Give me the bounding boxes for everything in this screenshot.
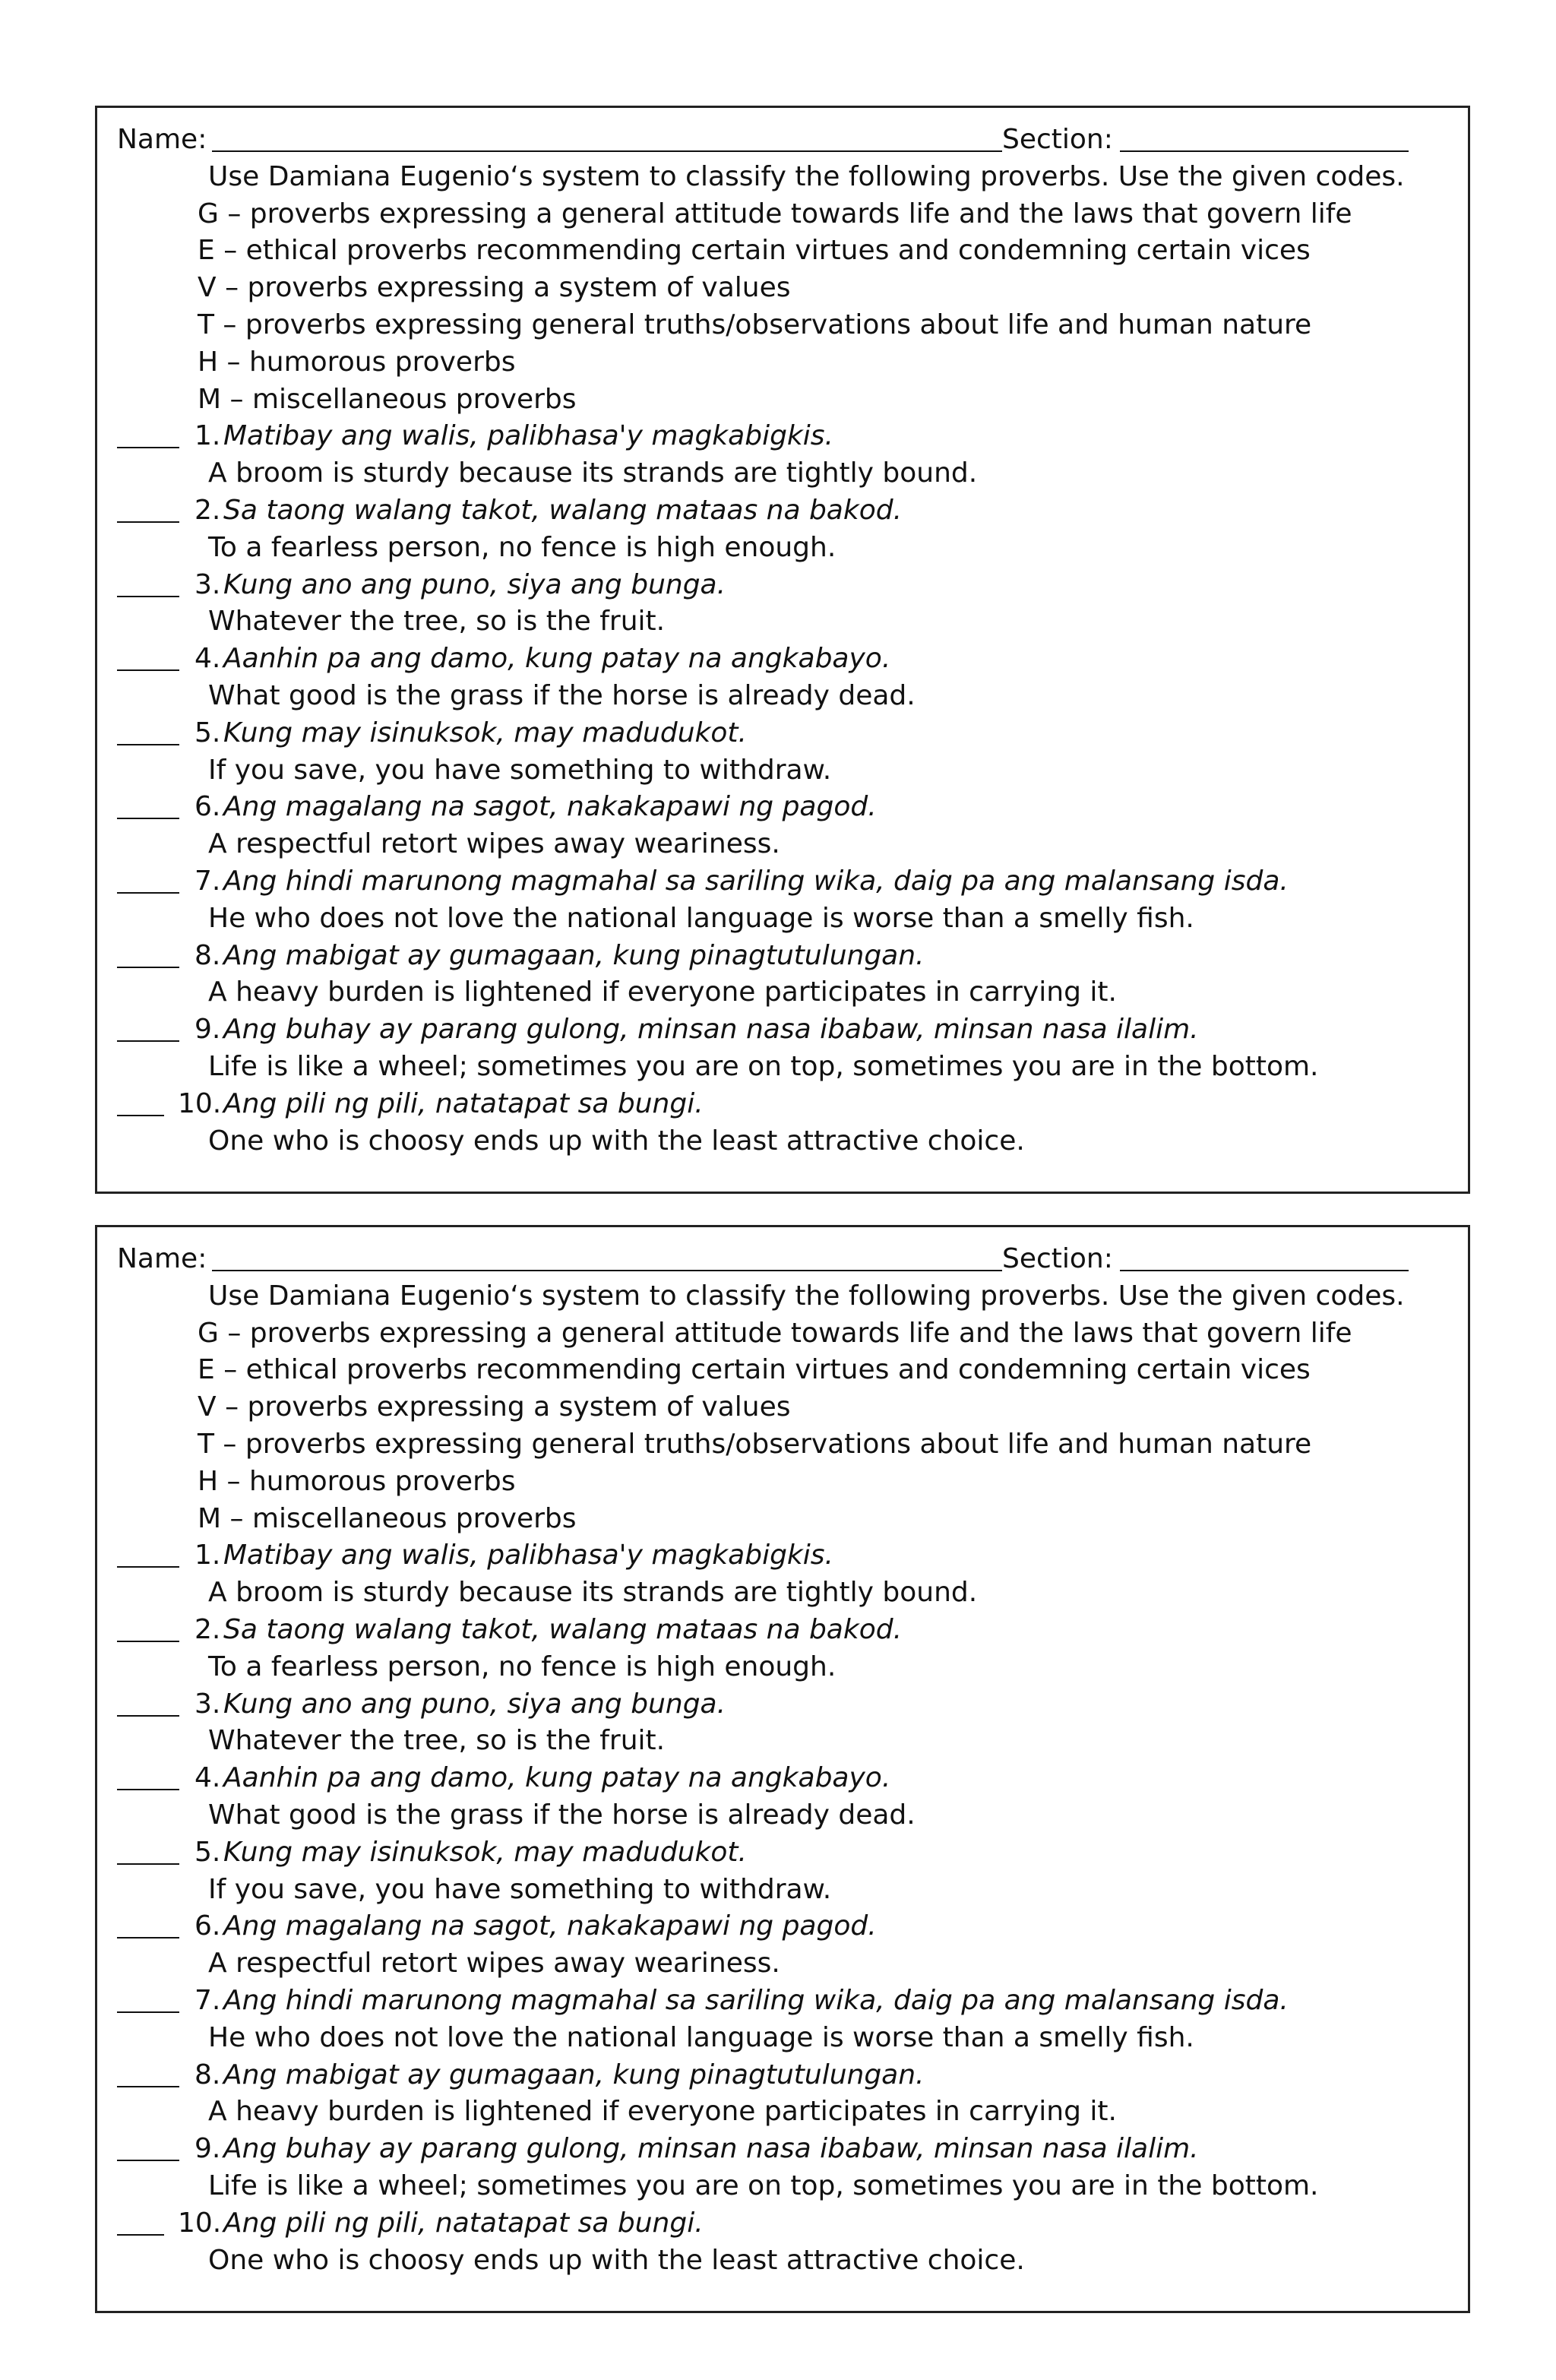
proverb-text: Matibay ang walis, palibhasa'y magkabigkis. [223, 1540, 833, 1571]
instruction-text: Use Damiana Eugenio‘s system to classify the following proverbs. Use the given codes. [208, 160, 1405, 192]
code-e: E – ethical proverbs recommending certain virtues and condemning certain vices [198, 235, 1311, 267]
item-number: 2. [194, 494, 221, 526]
answer-blank[interactable] [117, 447, 179, 448]
proverb-item-4 [117, 641, 1448, 678]
item-number: 1. [194, 420, 221, 452]
translation-text: If you save, you have something to withdraw. [208, 1873, 832, 1905]
proverb-item-9 [117, 1011, 1448, 1049]
code-m: M – miscellaneous proverbs [198, 1502, 577, 1534]
proverb-text: Ang magalang na sagot, nakakapawi ng pagod. [223, 1910, 877, 1942]
proverb-text: Aanhin pa ang damo, kung patay na angkabayo. [223, 1762, 891, 1794]
proverb-text: Ang pili ng pili, natatapat sa bungi. [223, 2207, 704, 2239]
code-h: H – humorous proverbs [198, 1465, 516, 1497]
translation-text: A respectful retort wipes away weariness. [208, 1948, 780, 1980]
answer-blank[interactable] [117, 669, 179, 671]
proverb-item-5 [117, 715, 1448, 752]
proverb-item-6 [117, 1908, 1448, 1945]
proverb-text: Ang buhay ay parang gulong, minsan nasa ibabaw, minsan nasa ilalim. [223, 2133, 1199, 2165]
section-blank[interactable] [1120, 150, 1409, 152]
proverb-item-10 [117, 2205, 1448, 2242]
answer-blank[interactable] [117, 2160, 179, 2161]
proverb-text: Aanhin pa ang damo, kung patay na angkabayo. [223, 643, 891, 675]
translation-text: If you save, you have something to withdraw. [208, 754, 832, 786]
code-v: V – proverbs expressing a system of values [198, 272, 791, 304]
proverb-item-7 [117, 1983, 1448, 2020]
worksheet-bottom [95, 1225, 1470, 2313]
code-t: T – proverbs expressing general truths/observations about life and human nature [198, 1428, 1312, 1460]
code-h: H – humorous proverbs [198, 346, 516, 378]
proverb-text: Ang hindi marunong magmahal sa sariling wika, daig pa ang malansang isda. [223, 865, 1289, 897]
proverb-item-1 [117, 418, 1448, 455]
item-number: 4. [194, 643, 221, 675]
answer-blank[interactable] [117, 892, 179, 894]
proverb-item-8 [117, 2057, 1448, 2094]
proverb-item-7 [117, 863, 1448, 900]
name-section-line [117, 1241, 1448, 1278]
answer-blank[interactable] [117, 818, 179, 819]
worksheet-content [117, 122, 1448, 1160]
proverb-text: Kung ano ang puno, siya ang bunga. [223, 568, 726, 600]
item-number: 3. [194, 568, 221, 600]
proverb-item-5 [117, 1834, 1448, 1872]
section-blank[interactable] [1120, 1270, 1409, 1271]
code-g: G – proverbs expressing a general attitude towards life and the laws that govern life [198, 198, 1352, 229]
proverb-item-6 [117, 789, 1448, 826]
answer-blank[interactable] [117, 521, 179, 523]
translation-text: He who does not love the national language is worse than a smelly fish. [208, 2021, 1194, 2053]
item-number: 3. [194, 1688, 221, 1720]
item-number: 8. [194, 2059, 221, 2090]
item-number: 10. [178, 1087, 222, 1119]
name-label: Name: [117, 1243, 207, 1274]
answer-blank[interactable] [117, 2234, 164, 2236]
proverb-item-9 [117, 2131, 1448, 2168]
item-number: 9. [194, 1014, 221, 1046]
translation-text: Whatever the tree, so is the fruit. [208, 1725, 666, 1757]
answer-blank[interactable] [117, 1937, 179, 1938]
answer-blank[interactable] [117, 1115, 164, 1116]
item-number: 5. [194, 1836, 221, 1868]
item-number: 6. [194, 791, 221, 823]
translation-text: One who is choosy ends up with the least attractive choice. [208, 2244, 1025, 2276]
answer-blank[interactable] [117, 1040, 179, 1042]
answer-blank[interactable] [117, 1566, 179, 1568]
name-section-line [117, 122, 1448, 159]
answer-blank[interactable] [117, 1715, 179, 1717]
proverb-item-4 [117, 1760, 1448, 1797]
translation-text: Life is like a wheel; sometimes you are on top, sometimes you are in the bottom. [208, 1050, 1319, 1082]
proverb-text: Matibay ang walis, palibhasa'y magkabigkis. [223, 420, 833, 452]
translation-text: One who is choosy ends up with the least attractive choice. [208, 1125, 1025, 1157]
translation-text: Whatever the tree, so is the fruit. [208, 606, 666, 638]
item-number: 10. [178, 2207, 222, 2239]
item-number: 5. [194, 717, 221, 748]
proverb-text: Ang hindi marunong magmahal sa sariling wika, daig pa ang malansang isda. [223, 1984, 1289, 2016]
translation-text: Life is like a wheel; sometimes you are on top, sometimes you are in the bottom. [208, 2170, 1319, 2201]
proverb-item-1 [117, 1537, 1448, 1575]
proverb-text: Ang pili ng pili, natatapat sa bungi. [223, 1087, 704, 1119]
item-number: 1. [194, 1540, 221, 1571]
code-m: M – miscellaneous proverbs [198, 383, 577, 415]
proverb-item-8 [117, 938, 1448, 975]
translation-text: A heavy burden is lightened if everyone participates in carrying it. [208, 2096, 1117, 2128]
answer-blank[interactable] [117, 967, 179, 968]
translation-text: A broom is sturdy because its strands are tightly bound. [208, 1577, 978, 1609]
answer-blank[interactable] [117, 2011, 179, 2013]
proverb-text: Kung may isinuksok, may madudukot. [223, 1836, 747, 1868]
translation-text: What good is the grass if the horse is already dead. [208, 679, 916, 711]
answer-blank[interactable] [117, 1863, 179, 1865]
name-label: Name: [117, 124, 207, 155]
item-number: 2. [194, 1613, 221, 1645]
item-number: 7. [194, 1984, 221, 2016]
translation-text: A broom is sturdy because its strands are tightly bound. [208, 457, 978, 489]
code-g: G – proverbs expressing a general attitude towards life and the laws that govern life [198, 1317, 1352, 1349]
answer-blank[interactable] [117, 1789, 179, 1790]
section-label: Section: [1002, 124, 1113, 155]
proverb-item-10 [117, 1086, 1448, 1123]
item-number: 9. [194, 2133, 221, 2165]
proverb-text: Ang magalang na sagot, nakakapawi ng pagod. [223, 791, 877, 823]
proverb-text: Sa taong walang takot, walang mataas na bakod. [223, 1613, 903, 1645]
answer-blank[interactable] [117, 1641, 179, 1642]
name-blank[interactable] [212, 150, 1002, 152]
code-t: T – proverbs expressing general truths/observations about life and human nature [198, 309, 1312, 340]
proverb-item-3 [117, 567, 1448, 604]
worksheet-top [95, 106, 1470, 1194]
proverb-text: Ang mabigat ay gumagaan, kung pinagtutulungan. [223, 2059, 925, 2090]
section-label: Section: [1002, 1243, 1113, 1274]
proverb-text: Kung ano ang puno, siya ang bunga. [223, 1688, 726, 1720]
code-v: V – proverbs expressing a system of values [198, 1391, 791, 1423]
proverb-text: Ang mabigat ay gumagaan, kung pinagtutulungan. [223, 939, 925, 971]
answer-blank[interactable] [117, 2086, 179, 2087]
item-number: 7. [194, 865, 221, 897]
name-blank[interactable] [212, 1270, 1002, 1271]
instruction-text: Use Damiana Eugenio‘s system to classify the following proverbs. Use the given codes. [208, 1280, 1405, 1312]
translation-text: A respectful retort wipes away weariness. [208, 828, 780, 860]
translation-text: He who does not love the national language is worse than a smelly fish. [208, 902, 1194, 934]
item-number: 8. [194, 939, 221, 971]
worksheet-content [117, 1241, 1448, 2279]
code-e: E – ethical proverbs recommending certain virtues and condemning certain vices [198, 1354, 1311, 1386]
proverb-text: Kung may isinuksok, may madudukot. [223, 717, 747, 748]
translation-text: What good is the grass if the horse is already dead. [208, 1799, 916, 1831]
translation-text: To a fearless person, no fence is high enough. [208, 1650, 837, 1682]
proverb-item-3 [117, 1686, 1448, 1723]
item-number: 6. [194, 1910, 221, 1942]
translation-text: To a fearless person, no fence is high enough. [208, 531, 837, 563]
answer-blank[interactable] [117, 596, 179, 597]
proverb-text: Sa taong walang takot, walang mataas na bakod. [223, 494, 903, 526]
item-number: 4. [194, 1762, 221, 1794]
proverb-item-2 [117, 1612, 1448, 1649]
proverb-text: Ang buhay ay parang gulong, minsan nasa ibabaw, minsan nasa ilalim. [223, 1014, 1199, 1046]
translation-text: A heavy burden is lightened if everyone participates in carrying it. [208, 976, 1117, 1008]
proverb-item-2 [117, 492, 1448, 530]
answer-blank[interactable] [117, 744, 179, 745]
